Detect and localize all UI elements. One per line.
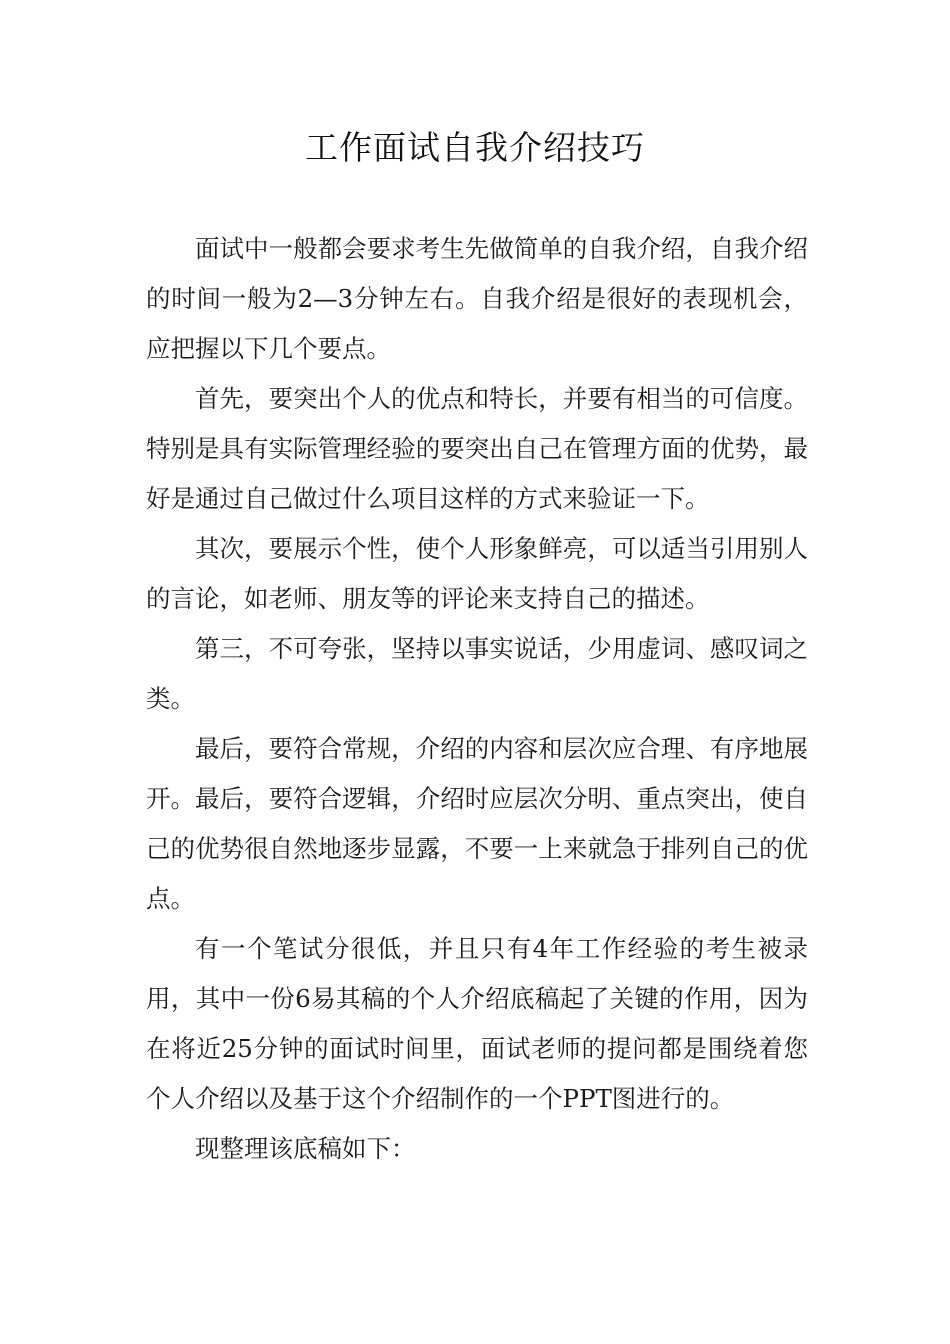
paragraph-final-point: 最后，要符合常规，介绍的内容和层次应合理、有序地展开。最后，要符合逻辑，介绍时应层次分明、重点突出，使自己的优势很自然地逐步显露，不要一上来就急于排列自己的优点。 <box>146 734 808 913</box>
paragraph-first-point: 首先，要突出个人的优点和特长，并要有相当的可信度。特别是具有实际管理经验的要突出自己在管理方面的优势，最好是通过自己做过什么项目这样的方式来验证一下。 <box>146 384 808 513</box>
document-title: 工作面试自我介绍技巧 <box>305 128 645 167</box>
paragraph-second-point: 其次，要展示个性，使个人形象鲜亮，可以适当引用别人的言论，如老师、朋友等的评论来支持自己的描述。 <box>146 534 808 613</box>
document-body <box>146 224 808 1174</box>
paragraph-third-point: 第三，不可夸张，坚持以事实说话，少用虚词、感叹词之类。 <box>146 634 808 713</box>
paragraph-closing: 现整理该底稿如下： <box>195 1134 416 1163</box>
paragraph-example: 有一个笔试分很低，并且只有4年工作经验的考生被录用，其中一份6易其稿的个人介绍底稿起了关键的作用，因为在将近25分钟的面试时间里，面试老师的提问都是围绕着您个人介绍以及基于这个介绍制作的一个PPT图进行的。 <box>146 934 808 1113</box>
paragraph-intro: 面试中一般都会要求考生先做简单的自我介绍，自我介绍的时间一般为2—3分钟左右。自我介绍是很好的表现机会，应把握以下几个要点。 <box>146 234 808 363</box>
